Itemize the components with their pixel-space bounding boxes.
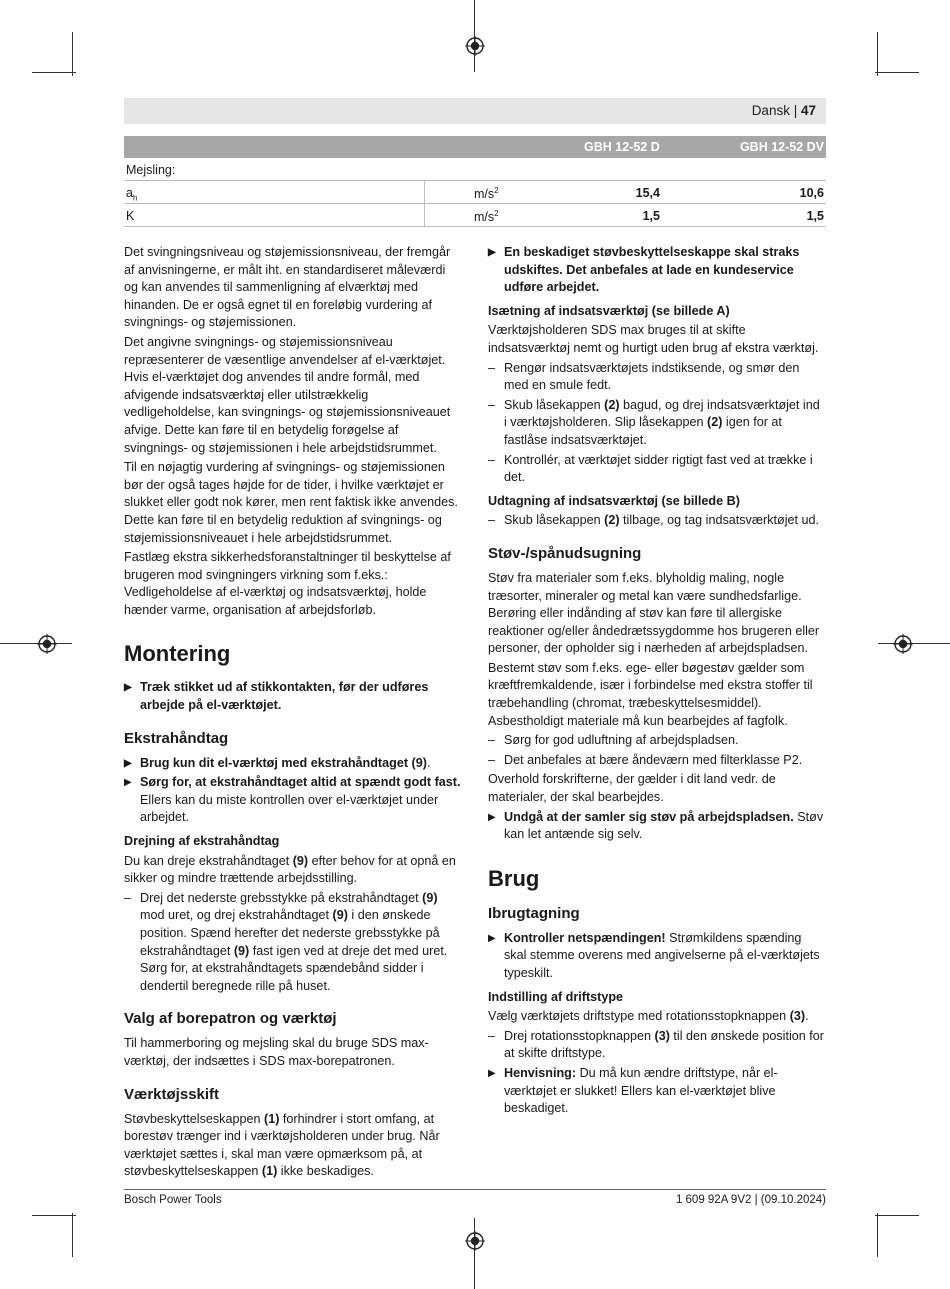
footer-brand: Bosch Power Tools xyxy=(124,1194,222,1206)
warning-item: ▶ Kontroller netspændingen! Strømkildens spænding skal stemme overens med angivelserne på el-værktøjets typeskilt. xyxy=(488,930,826,983)
table-header-model-2: GBH 12-52 DV xyxy=(739,140,824,154)
crop-mark xyxy=(32,72,76,73)
row-value-model-1: 1,5 xyxy=(642,209,660,223)
paragraph: Til en nøjagtig vurdering af svingnings- og støjemissionen bør der også tages højde for de tider, i hvilke værktøjet er slukket eller godt nok kører, men rent faktisk ikke anvendes. Dette kan føre til en betydelig reduktion af svingnings- og støjemissionsniveauet i hele arbejdstidsrummet. xyxy=(124,460,458,545)
crop-mark xyxy=(72,32,73,76)
row-label: $a_h$ xyxy=(126,186,138,203)
list-item: – Kontrollér, at værktøjet sidder rigtigt fast ved at trække i det. xyxy=(488,452,826,487)
subheading-ibrugtagning: Ibrugtagning xyxy=(488,904,580,922)
table-header-model-1: GBH 12-52 D xyxy=(584,140,660,154)
warning-item: ▶ Sørg for, at ekstrahåndtaget altid at spændt godt fast. Ellers kan du miste kontrollen over el-værktøjet under arbejdet. xyxy=(124,774,462,827)
crop-mark xyxy=(32,1215,76,1216)
paragraph: Du kan dreje ekstrahåndtaget (9) efter behov for at opnå en sikker og mindre trættende arbejdsstilling. xyxy=(124,853,456,886)
crop-mark xyxy=(72,1213,73,1257)
paragraph: Overhold forskrifterne, der gælder i dit land vedr. de materialer, der skal bearbejdes. xyxy=(488,772,776,805)
list-item: – Sørg for god udluftning af arbejdspladsen. xyxy=(488,732,826,750)
page-number: 47 xyxy=(800,103,816,118)
warning-item: ▶ Undgå at der samler sig støv på arbejdspladsen. Støv kan let antænde sig selv. xyxy=(488,809,826,844)
registration-mark-icon xyxy=(465,36,485,56)
list-item: – Det anbefales at bære åndeværn med filterklasse P2. xyxy=(488,752,826,770)
warning-item: ▶ Henvisning: Du må kun ændre driftstype, når el-værktøjet er slukket! Ellers kan el-værktøjet blive beskadiget. xyxy=(488,1065,826,1118)
subheading-isaetning: Isætning af indsatsværktøj (se billede A) xyxy=(488,303,730,318)
list-item: – Drej det nederste grebsstykke på ekstrahåndtaget (9) mod uret, og drej ekstrahåndtaget (9) i den ønskede position. Spænd herefter det nederste grebsstykke på ekstrahåndtaget (9) fast igen ved at dreje det med uret. Sørg for, at ekstrahåndtagets spændebånd sidder i dendertil beregnede rille på huset. xyxy=(124,890,462,996)
row-unit: $m/s^2$ xyxy=(474,186,499,202)
subheading-drejning: Drejning af ekstrahåndtag xyxy=(124,834,280,849)
crop-mark xyxy=(877,32,878,76)
spec-table xyxy=(124,136,826,227)
right-column xyxy=(488,244,826,1120)
table-section-row xyxy=(124,158,826,181)
paragraph: Det angivne svingnings- og støjemissionsniveau repræsenterer de væsentlige anvendelser af el-værktøjet. Hvis el-værktøjet dog anvendes til andre formål, med afvigende indsatsværktøj eller utilstrækkelig vedligeholdelse, kan svingnings- og støjemissionsniveauet afvige. Dette kan føre til en betydelig forøgelse af svingnings- og støjemissionen i hele arbejdstidsrummet. xyxy=(124,334,451,455)
footer-doc-number: 1 609 92A 9V2 | (09.10.2024) xyxy=(675,1194,826,1206)
subheading-udtagning: Udtagning af indsatsværktøj (se billede B) xyxy=(488,493,740,508)
row-value-model-1: 15,4 xyxy=(635,186,660,200)
paragraph: Bestemt støv som f.eks. ege- eller bøgestøv gælder som kræftfremkaldende, især i forbindelse med ekstra stoffer til træbehandling (chromat, træbeskyttelsesmiddel). Asbestholdigt materiale må kun bearbejdes af fagfolk. xyxy=(488,660,813,728)
subheading-vaerktojsskift: Værktøjsskift xyxy=(124,1085,220,1103)
subheading-ekstrahaandtag: Ekstrahåndtag xyxy=(124,729,229,747)
paragraph: Støvbeskyttelseskappen (1) forhindrer i stort omfang, at borestøv trænger ind i værktøjsholderen under brug. Når værktøjet sættes i, skal man være opmærksom på, at støvbeskyttelseskappen (1) ikke beskadiges. xyxy=(124,1111,440,1179)
warning-item: ▶ En beskadiget støvbeskyttelseskappe skal straks udskiftes. Det anbefales at lade en kundeservice udføre arbejdet. xyxy=(488,244,826,297)
header-text: Dansk | 47 xyxy=(751,103,816,118)
crop-mark xyxy=(474,1218,475,1289)
table-row xyxy=(124,181,826,204)
left-column xyxy=(124,244,462,1183)
warning-item: ▶ Træk stikket ud af stikkontakten, før der udføres arbejde på el-værktøjet. xyxy=(124,679,462,714)
list-item: – Rengør indsatsværktøjets indstiksende, og smør den med en smule fedt. xyxy=(488,360,826,395)
header-language: Dansk xyxy=(751,103,790,118)
registration-mark-icon xyxy=(893,634,913,654)
registration-mark-icon xyxy=(37,634,57,654)
section-heading-montering: Montering xyxy=(124,641,231,667)
paragraph: Vælg værktøjets driftstype med rotationsstopknappen (3). xyxy=(488,1009,809,1024)
list-item: – Drej rotationsstopknappen (3) til den ønskede position for at skifte driftstype. xyxy=(488,1028,826,1063)
list-item: – Skub låsekappen (2) tilbage, og tag indsatsværktøjet ud. xyxy=(488,512,826,530)
paragraph: Til hammerboring og mejsling skal du bruge SDS max-værktøj, der indsættes i SDS max-borepatronen. xyxy=(124,1036,429,1068)
paragraph: Støv fra materialer som f.eks. blyholdig maling, nogle træsorter, mineraler og metal kan være sundhedsfarlige. Berøring eller indånding af støv kan føre til allergiske reaktioner og/eller åndedrætssygdomme hos brugeren eller personer, der opholder sig i nærheden af arbejdspladsen. xyxy=(488,570,820,656)
subheading-valg: Valg af borepatron og værktøj xyxy=(124,1010,337,1028)
paragraph: Det svingningsniveau og støjemissionsniveau, der fremgår af anvisningerne, er målt iht. en standardiseret måleværdi og kan anvendes til sammenligning af elværktøj med hinanden. De er også egnet til en foreløbig vurdering af svingnings- og støjemissionen. xyxy=(124,245,451,330)
subheading-indstilling: Indstilling af driftstype xyxy=(488,989,624,1004)
crop-mark xyxy=(875,1215,919,1216)
page-footer xyxy=(124,1189,826,1206)
table-row xyxy=(124,204,826,227)
crop-mark xyxy=(0,643,72,644)
table-header-row xyxy=(124,136,826,158)
row-unit: $m/s^2$ xyxy=(474,209,499,225)
subheading-stov: Støv-/spånudsugning xyxy=(488,544,642,562)
page-header xyxy=(124,98,826,124)
row-value-model-2: 1,5 xyxy=(806,209,824,223)
table-section-label: Mejsling: xyxy=(126,163,176,177)
section-heading-brug: Brug xyxy=(488,865,540,891)
crop-mark xyxy=(875,72,919,73)
crop-mark xyxy=(878,643,950,644)
paragraph: Fastlæg ekstra sikkerhedsforanstaltninger til beskyttelse af brugeren mod svingningers virkning som f.eks.: Vedligeholdelse af el-værktøj og indsatsværktøj, holde hænder varme, organisation af arbejdsforløb. xyxy=(124,550,451,617)
row-label: K xyxy=(126,209,135,223)
list-item: – Skub låsekappen (2) bagud, og drej indsatsværktøjet ind i værktøjsholderen. Slip låsekappen (2) igen for at fastlåse indsatsværktøjet. xyxy=(488,397,826,450)
crop-mark xyxy=(877,1213,878,1257)
warning-item: ▶ Brug kun dit el-værktøj med ekstrahåndtaget (9). xyxy=(124,755,462,773)
registration-mark-icon xyxy=(465,1231,485,1251)
row-value-model-2: 10,6 xyxy=(799,186,824,200)
paragraph: Værktøjsholderen SDS max bruges til at skifte indsatsværktøj nemt og hurtigt uden brug af ekstra værktøj. xyxy=(488,323,819,355)
